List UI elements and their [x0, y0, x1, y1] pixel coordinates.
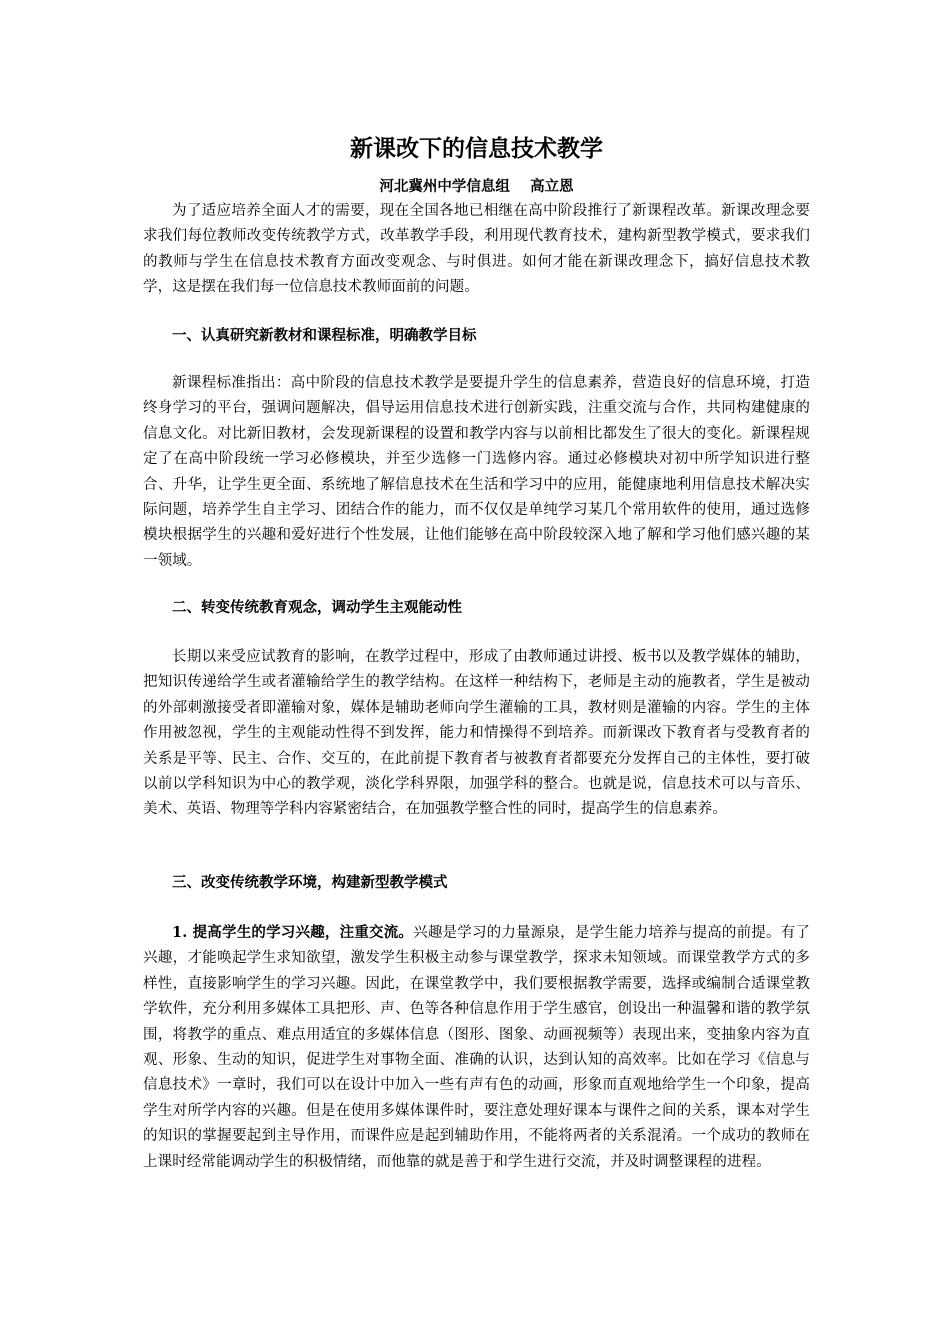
section-1-heading: 一、认真研究新教材和课程标准，明确教学目标: [172, 328, 477, 344]
section-3-body-text: 兴趣是学习的力量源泉，是学生能力培养与提高的前提。有了兴趣，才能唤起学生求知欲望，激发学生积极主动参与课堂教学，探求未知领域。而课堂教学方式的多样性，直接影响学生的学习兴趣。因此，在课堂教学中，我们要根据教学需要，选择或编制合适课堂教学软件，充分利用多媒体工具把形、声、色等各种信息作用于学生感官，创设出一种温馨和谐的教学氛围，将教学的重点、难点用适宜的多媒体信息（图形、图象、动画视频等）表现出来，变抽象内容为直观、形象、生动的知识，促进学生对事物全面、准确的认识，达到认知的高效率。比如在学习《信息与信息技术》一章时，我们可以在设计中加入一些有声有色的动画，形象而直观地给学生一个印象，提高学生对所学内容的兴趣。但是在使用多媒体课件时，要注意处理好课本与课件之间的关系，课本对学生的知识的掌握要起到主导作用，而课件应是起到辅助作用，不能将两者的关系混淆。一个成功的教师在上课时经常能调动学生的积极情绪，而他靠的就是善于和学生进行交流，并及时调整课程的进程。: [143, 925, 811, 1170]
section-1-body: 新课程标准指出：高中阶段的信息技术教学是要提升学生的信息素养，营造良好的信息环境，打造终身学习的平台，强调问题解决，倡导运用信息技术进行创新实践，注重交流与合作，共同构建健康的信息文化。对比新旧教材，会发现新课程的设置和教学内容与以前相比都发生了很大的变化。新课程规定了在高中阶段统一学习必修模块，并至少选修一门选修内容。通过必修模块对初中所学知识进行整合、升华，让学生更全面、系统地了解信息技术在生活和学习中的应用，能健康地利用信息技术解决实际问题，培养学生自主学习、团结合作的能力，而不仅仅是单纯学习某几个常用软件的使用，通过选修模块根据学生的兴趣和爱好进行个性发展，让他们能够在高中阶段较深入地了解和学习他们感兴趣的某一领域。: [143, 375, 810, 569]
section-3-body: [143, 920, 810, 1175]
document-title: 新课改下的信息技术教学: [350, 136, 603, 162]
intro-paragraph: 为了适应培养全面人才的需要，现在全国各地已相继在高中阶段推行了新课程改革。新课改理念要求我们每位教师改变传统教学方式，改革教学手段，利用现代教育技术，建构新型教学模式，要求我们的教师与学生在信息技术教育方面改变观念、与时俱进。如何才能在新课改理念下，搞好信息技术教学，这是摆在我们每一位信息技术教师面前的问题。: [143, 203, 810, 296]
section-2-heading: 二、转变传统教育观念，调动学生主观能动性: [172, 600, 462, 616]
document-author: 河北冀州中学信息组 高立恩: [379, 179, 574, 195]
section-3-heading: 三、改变传统教学环境，构建新型教学模式: [172, 875, 448, 891]
section-3-lead: 1. 提高学生的学习兴趣，注重交流。: [172, 924, 414, 941]
section-2-body: 长期以来受应试教育的影响，在教学过程中，形成了由教师通过讲授、板书以及教学媒体的辅助，把知识传递给学生或者灌输给学生的教学结构。在这样一种结构下，老师是主动的施教者，学生是被动的外部刺激接受者即灌输对象，媒体是辅助老师向学生灌输的工具，教材则是灌输的内容。学生的主体作用被忽视，学生的主观能动性得不到发挥，能力和情操得不到培养。而新课改下教育者与受教育者的关系是平等、民主、合作、交互的，在此前提下教育者与被教育者都要充分发挥自己的主体性，要打破以前以学科知识为中心的教学观，淡化学科界限，加强学科的整合。也就是说，信息技术可以与音乐、美术、英语、物理等学科内容紧密结合，在加强教学整合性的同时，提高学生的信息素养。: [143, 649, 810, 818]
